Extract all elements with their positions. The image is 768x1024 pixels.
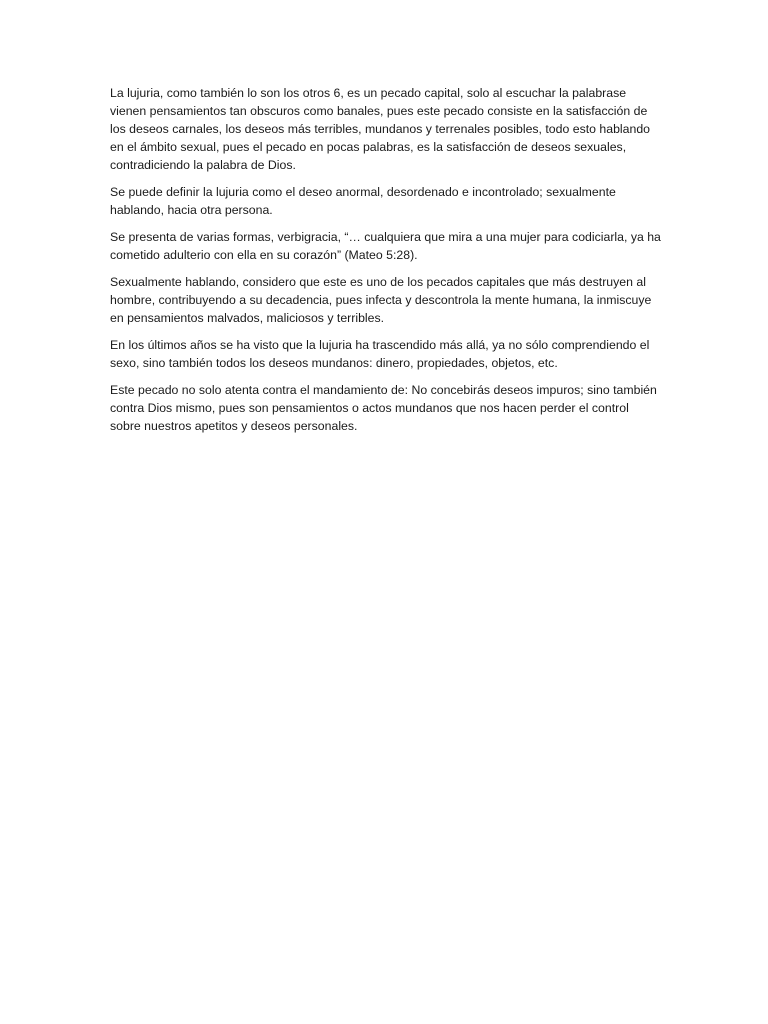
paragraph-3: Se presenta de varias formas, verbigracia, “… cualquiera que mira a una mujer para codiciarla, ya ha cometido adulterio con ella en su corazón” (Mateo 5:28). — [110, 230, 661, 262]
document-body — [110, 84, 662, 444]
paragraph-2: Se puede definir la lujuria como el deseo anormal, desordenado e incontrolado; sexualmente hablando, hacia otra persona. — [110, 185, 616, 217]
paragraph-1: La lujuria, como también lo son los otros 6, es un pecado capital, solo al escuchar la palabrase vienen pensamientos tan obscuros como banales, pues este pecado consiste en la satisfacción de los deseos carnales, los deseos más terribles, mundanos y terrenales posibles, todo esto hablando en el ámbito sexual, pues el pecado en pocas palabras, es la satisfacción de deseos sexuales, contradiciendo la palabra de Dios. — [110, 86, 651, 172]
paragraph-5: En los últimos años se ha visto que la lujuria ha trascendido más allá, ya no sólo comprendiendo el sexo, sino también todos los deseos mundanos: dinero, propiedades, objetos, etc. — [110, 338, 650, 370]
paragraph-4: Sexualmente hablando, considero que este es uno de los pecados capitales que más destruyen al hombre, contribuyendo a su decadencia, pues infecta y descontrola la mente humana, la inmiscuye en pensamientos malvados, maliciosos y terribles. — [110, 275, 652, 325]
paragraph-6: Este pecado no solo atenta contra el mandamiento de: No concebirás deseos impuros; sino también contra Dios mismo, pues son pensamientos o actos mundanos que nos hacen perder el control sobre nuestros apetitos y deseos personales. — [110, 383, 657, 433]
